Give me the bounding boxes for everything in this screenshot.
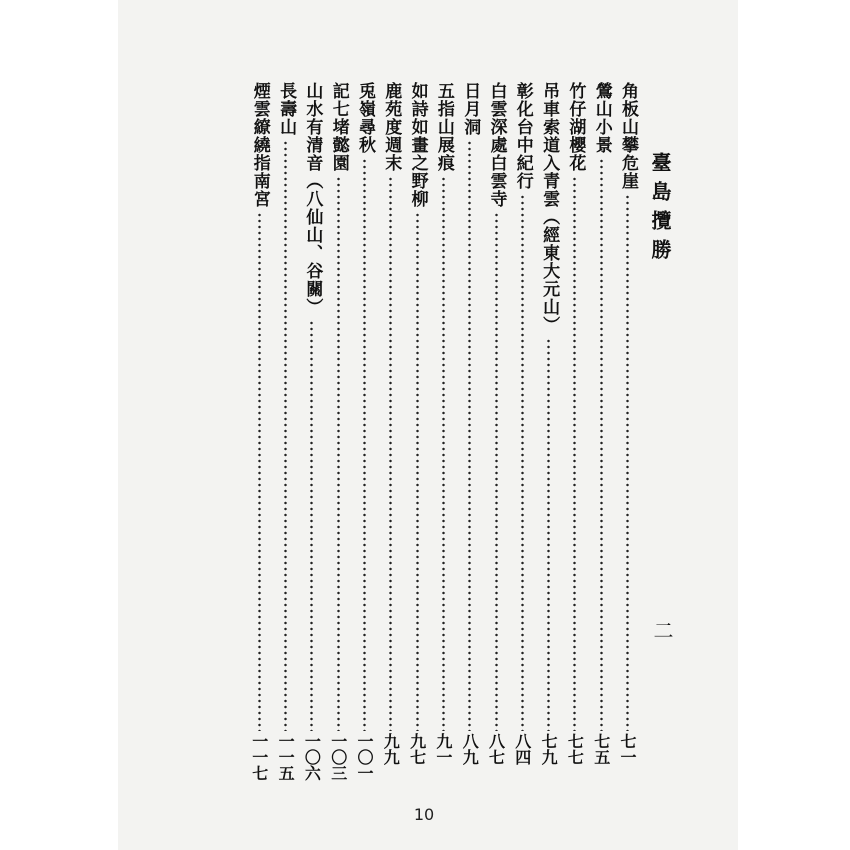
- toc-entry-title: 煙雲繚繞指南宮: [249, 82, 270, 208]
- toc-entry: [563, 82, 587, 797]
- toc-entry: [485, 82, 509, 797]
- toc-entry: [511, 82, 535, 797]
- toc-entry-page: 八七: [486, 733, 506, 765]
- toc-entry: [379, 82, 403, 797]
- toc-entry: [300, 82, 324, 797]
- toc-entry: [432, 82, 456, 797]
- toc-entry-page: 七七: [565, 733, 585, 765]
- toc-entry-page: 七九: [539, 733, 559, 765]
- running-header-title: 臺島攬勝: [648, 152, 672, 268]
- toc-entry-page: 九一: [433, 733, 453, 765]
- toc-entry-title: 白雲深處白雲寺: [486, 82, 507, 208]
- dot-leader: [337, 176, 340, 731]
- running-header-page-number: 二: [650, 620, 674, 640]
- dot-leader: [416, 212, 419, 731]
- toc-entry-page: 七五: [591, 733, 611, 765]
- toc-entry-title: 兎嶺尋秋: [355, 82, 375, 154]
- toc-entry-page: 八四: [512, 733, 532, 765]
- toc-entry: [458, 82, 482, 797]
- dot-leader: [258, 212, 261, 731]
- dot-leader: [468, 140, 471, 731]
- toc-entry-page: 一〇一: [355, 733, 374, 781]
- dot-leader: [284, 140, 287, 731]
- dot-leader: [600, 158, 603, 731]
- toc-entry-title: 五指山展痕: [433, 82, 454, 172]
- toc-entry: [248, 82, 272, 797]
- toc-entry-page: 八九: [460, 733, 480, 765]
- dot-leader: [573, 176, 576, 731]
- toc-entry-title: 鹿苑度週末: [381, 82, 402, 172]
- dot-leader: [363, 158, 366, 731]
- toc-entry-title: 記七堵懿園: [328, 82, 349, 172]
- toc-entry-page: 九七: [407, 733, 427, 765]
- toc-entry-title: 角板山攀危崖: [618, 82, 638, 190]
- toc-entry-title: 山水有清音（八仙山、谷關）: [302, 82, 323, 316]
- toc-entry-title: 日月洞: [460, 82, 481, 136]
- toc-entry-title: 吊車索道入青雲（經東大元山）: [539, 82, 560, 334]
- toc-entry-page: 一〇三: [328, 733, 348, 781]
- dot-leader: [521, 194, 524, 731]
- toc-entry-page: 一〇六: [302, 733, 322, 781]
- toc-entry-title: 彰化台中紀行: [512, 82, 533, 190]
- toc-entry-page: 七一: [618, 733, 637, 765]
- dot-leader: [547, 338, 550, 731]
- toc-entry-page: 一一五: [276, 733, 296, 781]
- toc-entry: [274, 82, 298, 797]
- toc-entry-page: 九九: [381, 733, 401, 765]
- toc-entry: [616, 82, 640, 797]
- dot-leader: [495, 212, 498, 731]
- toc-entry: [406, 82, 430, 797]
- scan-page-number: 10: [413, 805, 435, 824]
- toc-entry-title: 長壽山: [276, 82, 297, 136]
- dot-leader: [442, 176, 445, 731]
- toc-entry: [537, 82, 561, 797]
- toc-entry: [590, 82, 614, 797]
- dot-leader: [626, 194, 629, 731]
- toc-entry-title: 竹仔湖櫻花: [565, 82, 586, 172]
- toc-entry-page: 一一七: [249, 733, 269, 781]
- dot-leader: [389, 176, 392, 731]
- dot-leader: [310, 320, 313, 731]
- toc-entry-title: 鶯山小景: [591, 82, 612, 154]
- toc-entry-title: 如詩如畫之野柳: [407, 82, 428, 208]
- toc-entry: [327, 82, 351, 797]
- toc-entry: [353, 82, 377, 797]
